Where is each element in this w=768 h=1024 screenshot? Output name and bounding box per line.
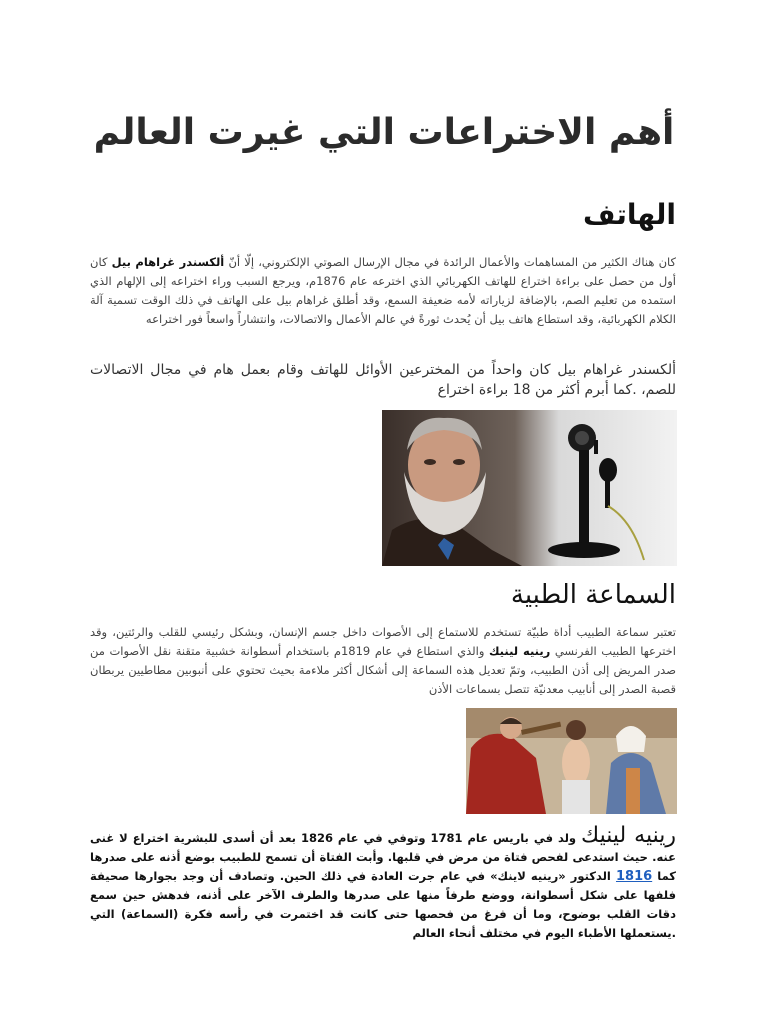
year-link[interactable]: 1816 (615, 869, 653, 884)
text-run: الدكتور «رينيه لاينك» في عام جرت العادة في ذلك الحين. وتصادف أن وجد بجوارها صحيفة فلفها على شكل أسطوانة، ووضع طرفاً منها على صدرها والطرف الآخر على أذنه، فدهش حين سمع دقات القلب بوضوح، وما أن فرغ من فحصها حتى كانت قد اختمرت في رأسه فكرة (السماعة) التي .يستعملها الأطباء اليوم في مختلف أنحاء العالم (90, 869, 676, 940)
page-title: أهم الاختراعات التي غيرت العالم (93, 112, 675, 153)
laennec-painting (466, 708, 677, 814)
bold-name: رينيه لينيك (488, 644, 551, 658)
text-run: كان هناك الكثير من المساهمات والأعمال الرائدة في مجال الإرسال الصوتي الإلكتروني، إلّا أنّ (224, 255, 676, 269)
text-run: ولد في باريس عام 1781 وتوفي في عام 1826 بعد أن أسدى للبشرية اختراع لا غنى عنه. حيث استدعى لفحص فتاة من مرض في قلبها. وأبت الفتاة أن تسمح للطبيب بوضع أذنه على صدرها كما (90, 831, 676, 883)
section-heading-stethoscope: السماعة الطبية (510, 580, 676, 610)
bold-name: ألكسندر غراهام بيل (111, 255, 225, 269)
text-run: كان أول من حصل على براءة اختراع للهاتف الكهربائي الذي اخترعه عام 1876م، ويرجع السبب وراء اختراعه إلى الإلهام الذي استمده من تعليم الصم، بالإضافة لزياراته لأمه ضعيفة السمع، وقد أطلق غراهام بيل على الهاتف في ذلك الوقت تسمية آلة الكلام الكهربائية، وقد استطاع هاتف بيل أن يُحدث ثورةً في عالم الأعمال والاتصالات، وانتشاراً واسعاً فور اختراعه (90, 255, 676, 326)
text-run: والذي استطاع في عام 1819م باستخدام أسطوانة خشبية متقنة نقل الأصوات من صدر المريض إلى أذن الطبيب، وتمّ تعديل هذه السماعة إلى أشكال أكثر ملاءمة بحيث تحتوي على أنبوبين مطاطيين يربطان قصبة الصدر إلى أنابيب معدنيّة تتصل بسماعات الأذن (90, 644, 676, 696)
phone-paragraph-2: ألكسندر غراهام بيل كان واحداً من المخترعين الأوائل للهاتف وقام بعمل هام في مجال الاتصالات للصم، .كما أبرم أكثر من 18 براءة اختراع (90, 362, 676, 398)
stethoscope-paragraph-1 (90, 623, 676, 699)
section-heading-phone: الهاتف (583, 198, 676, 231)
laennec-name: رينيه لينيك (581, 823, 676, 848)
bell-telephone-photo (382, 410, 677, 566)
text-run: تعتبر سماعة الطبيب أداة طبيّة تستخدم للاستماع إلى الأصوات داخل جسم الإنسان، وبشكل رئيسي للقلب والرئتين، وقد اخترعها الطبيب الفرنسي (90, 625, 676, 658)
laennec-paragraph (90, 823, 676, 943)
phone-paragraph-1 (90, 253, 676, 329)
